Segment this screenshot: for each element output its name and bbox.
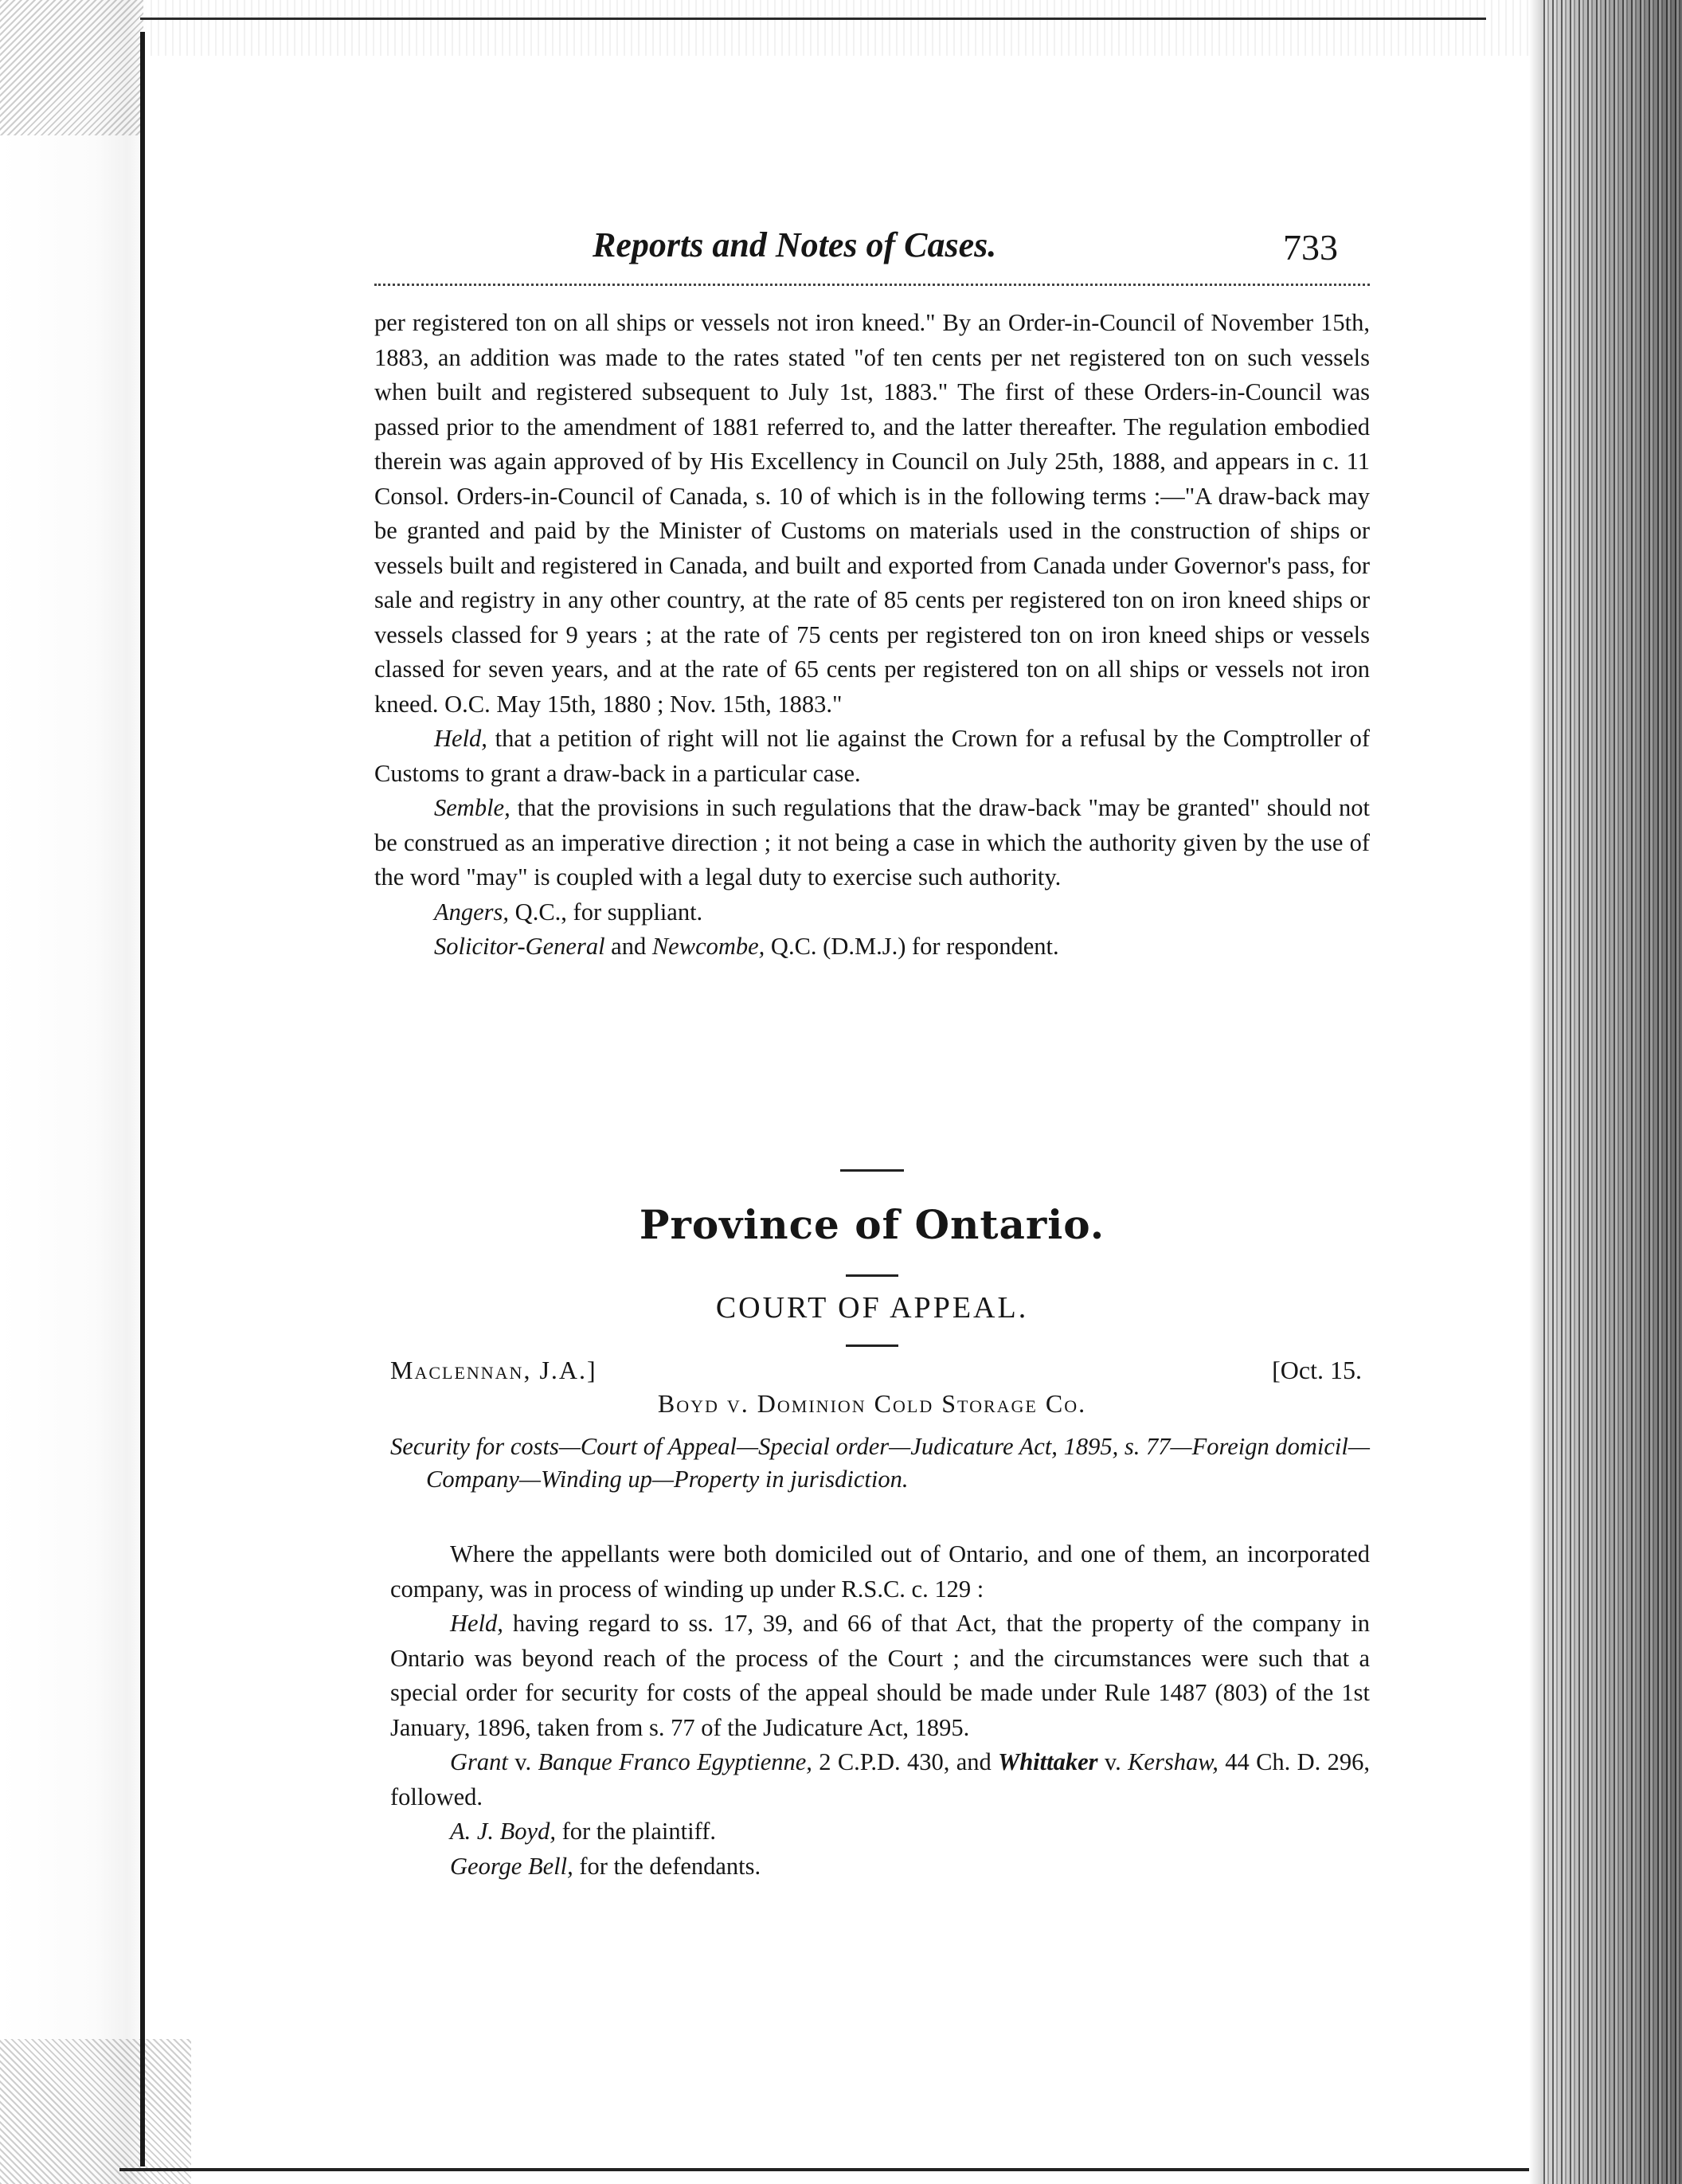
semble-paragraph	[374, 791, 1370, 895]
case-headnote: Security for costs—Court of Appeal—Special order—Judicature Act, 1895, s. 77—Foreign domicil—Company—Winding up—Property in jurisdiction.	[390, 1433, 1370, 1493]
facts-paragraph: Where the appellants were both domiciled out of Ontario, and one of them, an incorporated company, was in process of winding up under R.S.C. c. 129 :	[390, 1540, 1370, 1603]
citation-versus: v.	[507, 1748, 538, 1775]
counsel-name: Solicitor-General	[434, 933, 605, 960]
page-bottom-edge	[119, 2168, 1537, 2171]
held-paragraph	[374, 722, 1370, 791]
case-title: Boyd v. Dominion Cold Storage Co.	[657, 1389, 1087, 1418]
held-label: Held,	[434, 725, 487, 752]
case-judge-date-line	[390, 1356, 1362, 1391]
section-divider-bottom	[374, 1344, 1370, 1347]
court-heading: COURT OF APPEAL.	[715, 1291, 1029, 1325]
counsel-respondent	[374, 930, 1370, 965]
scan-corner-top-left	[0, 0, 143, 135]
counsel-name: Angers,	[434, 898, 510, 926]
scan-left-margin	[0, 0, 147, 2184]
case-date: [Oct. 15.	[1272, 1356, 1362, 1384]
semble-text: that the provisions in such regulations that the draw-back "may be granted" should not be construed as an imperative direction ; it not being a case in which the authority given by the use of the word "may" is coupled with a legal duty to exercise such authority.	[374, 794, 1370, 890]
order-in-council-paragraph: per registered ton on all ships or vessels not iron kneed." By an Order-in-Council of November 15th, 1883, an addition was made to the rates stated "of ten cents per net registered ton on such vessels when built and registered subsequent to July 1st, 1883." The first of these Orders-in-Council was passed prior to the amendment of 1881 referred to, and the latter thereafter. The regulation embodied therein was again approved of by His Excellency in Council on July 25th, 1888, and appears in c. 11 Consol. Orders-in-Council of Canada, s. 10 of which is in the following terms :—"A draw-back may be granted and paid by the Minister of Customs on materials used in the construction of ships or vessels built and registered in Canada, and built and exported from Canada under Governor's pass, for sale and registry in any other country, at the rate of 85 cents per registered ton on iron kneed ships or vessels classed for 9 years ; at the rate of 75 cents per registered ton on iron kneed ships or vessels classed for seven years, and at the rate of 65 cents per registered ton on all ships or vessels not iron kneed. O.C. May 15th, 1880 ; Nov. 15th, 1883."	[374, 309, 1370, 718]
page-top-edge	[140, 18, 1486, 20]
counsel-defendants	[390, 1849, 1370, 1885]
counsel-name: George Bell,	[450, 1852, 573, 1880]
case-report	[390, 1537, 1370, 1884]
counsel-role: Q.C., for suppliant.	[509, 898, 703, 926]
page-gutter-shadow	[1529, 0, 1543, 2184]
book-spine-edge	[1543, 0, 1682, 2184]
citation-party: Whittaker	[998, 1748, 1098, 1775]
counsel-role: for the plaintiff.	[555, 1818, 716, 1845]
held-paragraph	[390, 1607, 1370, 1745]
running-title: Reports and Notes of Cases.	[593, 225, 997, 264]
header-rule	[374, 284, 1370, 286]
running-header	[374, 225, 1370, 272]
citation-party: Kershaw,	[1128, 1748, 1218, 1775]
held-label: Held,	[450, 1610, 503, 1637]
case-report-continued	[374, 306, 1370, 965]
page-left-edge	[140, 32, 145, 2166]
scan-corner-bottom-left	[0, 2039, 191, 2184]
counsel-suppliant	[374, 895, 1370, 930]
short-rule	[846, 1344, 898, 1347]
held-text: having regard to ss. 17, 39, and 66 of that Act, that the property of the company in Ontario was beyond reach of the process of the Court ; and the circumstances were such that a special order for security for costs of the appeal should be made under Rule 1487 (803) of the 1st January, 1896, taken from s. 77 of the Judicature Act, 1895.	[390, 1610, 1370, 1741]
counsel-name: Newcombe,	[651, 933, 765, 960]
counsel-name: A. J. Boyd,	[450, 1818, 556, 1845]
counsel-role: for the defendants.	[573, 1852, 761, 1880]
judge-name: Maclennan, J.A.]	[390, 1356, 597, 1384]
section-heading-province: Province of Ontario.	[639, 1201, 1105, 1248]
counsel-plaintiff	[390, 1814, 1370, 1849]
citation-party: Banque Franco Egyptienne,	[538, 1748, 812, 1775]
counsel-conjunction: and	[604, 933, 652, 960]
short-rule	[846, 1274, 898, 1277]
short-rule	[840, 1169, 904, 1172]
semble-label: Semble,	[434, 794, 510, 821]
counsel-role: Q.C. (D.M.J.) for respondent.	[765, 933, 1059, 960]
section-divider-middle	[374, 1274, 1370, 1277]
scan-top-edge	[0, 0, 1682, 56]
citation-reference: 44 Ch. D. 296, followed.	[390, 1748, 1370, 1810]
held-text: that a petition of right will not lie against the Crown for a refusal by the Comptroller of Customs to grant a draw-back in a particular case.	[374, 725, 1370, 787]
citations-paragraph	[390, 1745, 1370, 1814]
citation-reference: 2 C.P.D. 430, and	[812, 1748, 999, 1775]
section-divider-top	[374, 1169, 1370, 1172]
page-number: 733	[1283, 227, 1338, 268]
citation-party: Grant	[450, 1748, 508, 1775]
citation-versus: v.	[1097, 1748, 1129, 1775]
